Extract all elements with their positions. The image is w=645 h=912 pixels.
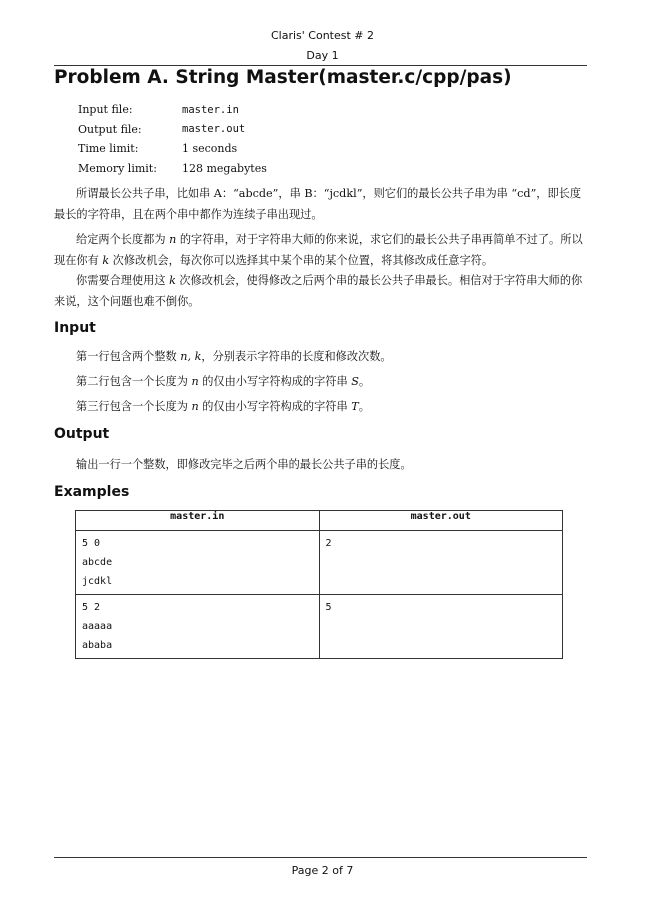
meta-key: Input file: [78, 103, 133, 117]
example-line: jcdkl [82, 576, 113, 587]
math-n: n [191, 375, 199, 388]
meta-value: 1 seconds [182, 142, 238, 156]
meta-value: 128 megabytes [182, 161, 267, 175]
table-row [76, 595, 563, 659]
meta-key: Time limit: [78, 142, 139, 156]
math-n: n [191, 400, 199, 413]
example-line: 5 [325, 602, 332, 613]
header-contest: Claris' Contest # 2 [270, 29, 375, 42]
meta-row-time-limit [78, 139, 267, 159]
column-header-input: master.in [76, 511, 320, 531]
statement-paragraph-3: 你需要合理使用这 k 次修改机会，使得修改之后两个串的最长公共子串最长。相信对于字符串大师的你来说，这个问题也难不倒你。 [54, 274, 583, 308]
math-k: k [102, 254, 110, 267]
examples-table [75, 510, 563, 659]
header-rule [54, 65, 587, 66]
meta-key: Memory limit: [78, 161, 157, 175]
output-text: 输出一行一个整数，即修改完毕之后两个串的最长公共子串的长度。 [76, 458, 412, 471]
example-input-cell [76, 531, 320, 595]
problem-meta [78, 100, 267, 178]
meta-value: master.in [182, 103, 239, 116]
page-number: Page 2 of 7 [291, 864, 354, 877]
math-n: n [169, 233, 177, 246]
example-input-cell [76, 595, 320, 659]
statement-paragraph-2: 给定两个长度都为 n 的字符串，对于字符串大师的你来说，求它们的最长公共子串再简单不过了。所以现在你有 k 次修改机会，每次你可以选择其中某个串的某个位置，将其修改成任意字符。 [54, 233, 583, 267]
example-line: abcde [82, 557, 113, 568]
meta-key: Output file: [78, 122, 142, 136]
math-n-k: n, k [180, 350, 202, 363]
math-s: S [351, 375, 359, 388]
math-t: T [351, 400, 359, 413]
meta-row-input-file [78, 100, 267, 120]
examples-heading: Examples [54, 484, 130, 500]
example-line: ababa [82, 640, 113, 651]
example-line: aaaaa [82, 621, 113, 632]
output-heading: Output [54, 426, 110, 442]
meta-row-output-file [78, 120, 267, 140]
input-line-2: 第二行包含一个长度为 n 的仅由小写字符构成的字符串 S。 [76, 375, 371, 388]
statement-paragraph-1: 所谓最长公共子串，比如串 A：“abcde”，串 B：“jcdkl”，则它们的最长公共子串为串 “cd”，即长度最长的字符串，且在两个串中都作为连续子串出现过。 [54, 187, 582, 221]
input-line-3: 第三行包含一个长度为 n 的仅由小写字符构成的字符串 T。 [76, 400, 370, 413]
input-heading: Input [54, 320, 96, 336]
example-line: 5 2 [82, 602, 101, 613]
problem-title: Problem A. String Master(master.c/cpp/pas) [54, 67, 512, 88]
footer-rule [54, 857, 587, 858]
table-row [76, 531, 563, 595]
example-output-cell [319, 595, 563, 659]
math-k: k [169, 274, 176, 287]
column-header-output: master.out [319, 511, 563, 531]
meta-value: master.out [182, 123, 246, 136]
example-line: 2 [325, 538, 332, 549]
table-header-row [76, 511, 563, 531]
meta-row-memory-limit [78, 159, 267, 179]
example-output-cell [319, 531, 563, 595]
example-line: 5 0 [82, 538, 101, 549]
header-day: Day 1 [306, 49, 339, 62]
input-line-1: 第一行包含两个整数 n, k，分别表示字符串的长度和修改次数。 [76, 350, 392, 363]
